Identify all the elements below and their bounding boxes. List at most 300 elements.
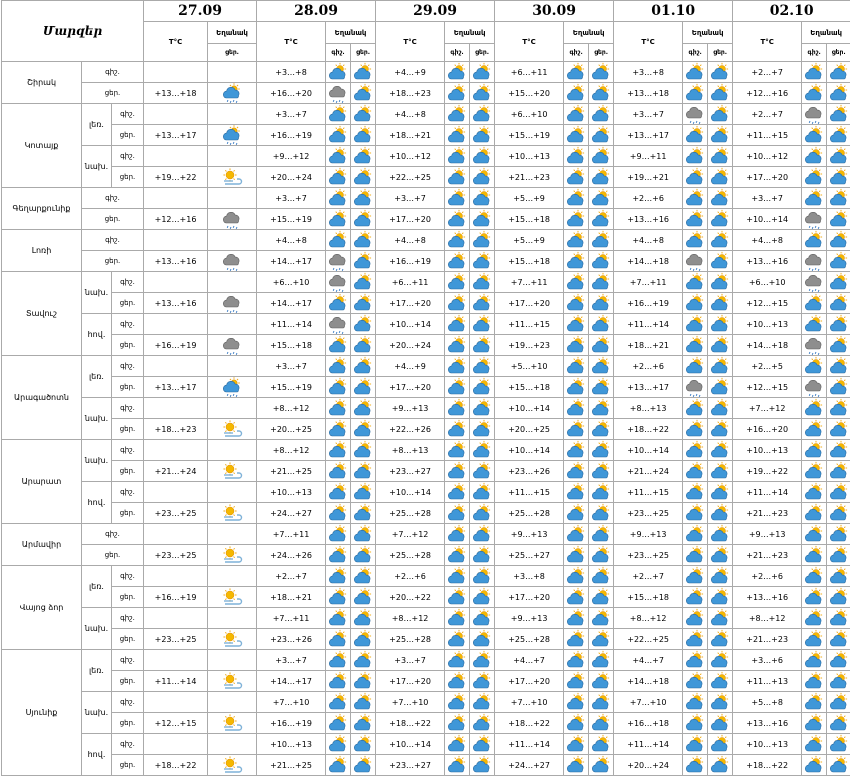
- empty-weather-cell: [208, 650, 257, 671]
- cloud-sun-icon: [445, 125, 470, 146]
- temp-range: +2…+6: [376, 566, 445, 587]
- cloud-sun-icon: [470, 650, 495, 671]
- empty-weather-cell: [208, 272, 257, 293]
- temp-range: +3…+6: [733, 650, 802, 671]
- region-name: Գեղարքունիք: [2, 188, 82, 230]
- temp-range: +19…+22: [733, 461, 802, 482]
- temp-range: +15…+19: [495, 125, 564, 146]
- temp-range: +22…+25: [614, 629, 683, 650]
- cloud-sun-icon: [564, 125, 589, 146]
- temp-range: +5…+9: [495, 230, 564, 251]
- cloud-sun-icon: [564, 671, 589, 692]
- cloud-sun-icon: [470, 188, 495, 209]
- cloud-sun-icon: [589, 461, 614, 482]
- forecast-row: [2, 587, 850, 608]
- temp-range: +11…+14: [144, 671, 208, 692]
- cloud-sun-icon: [589, 293, 614, 314]
- cloud-sun-icon: [326, 692, 351, 713]
- cloud-sun-icon: [802, 146, 827, 167]
- temp-range: +2…+7: [614, 566, 683, 587]
- cloud-sun-icon: [470, 251, 495, 272]
- temp-range: +10…+12: [376, 146, 445, 167]
- cloud-sun-icon: [683, 398, 708, 419]
- cloud-sun-icon: [351, 356, 376, 377]
- cloud-sun-icon: [683, 671, 708, 692]
- cloud-sun-icon: [470, 83, 495, 104]
- temp-range: +18…+22: [144, 755, 208, 776]
- cloud-sun-icon: [445, 104, 470, 125]
- temp-range: +15…+18: [495, 209, 564, 230]
- temp-range: +8…+13: [614, 398, 683, 419]
- cloud-sun-icon: [683, 83, 708, 104]
- time-of-day: ցեր.: [112, 167, 144, 188]
- rain-icon: [683, 251, 708, 272]
- cloud-sun-icon: [445, 209, 470, 230]
- cloud-sun-icon: [445, 62, 470, 83]
- cloud-sun-icon: [445, 713, 470, 734]
- temp-range: +15…+18: [257, 335, 326, 356]
- cloud-sun-icon: [708, 545, 733, 566]
- empty-weather-cell: [208, 608, 257, 629]
- cloud-sun-icon: [564, 167, 589, 188]
- cloud-sun-icon: [827, 377, 850, 398]
- cloud-sun-icon: [564, 83, 589, 104]
- temp-range: +10…+13: [733, 440, 802, 461]
- cloud-sun-icon: [470, 146, 495, 167]
- cloud-sun-icon: [802, 62, 827, 83]
- temp-range: +21…+25: [257, 755, 326, 776]
- time-of-day: գիշ.: [82, 62, 144, 83]
- cloud-sun-icon: [470, 503, 495, 524]
- temp-range: +8…+12: [257, 398, 326, 419]
- cloud-sun-icon: [802, 566, 827, 587]
- cloud-sun-icon: [470, 608, 495, 629]
- cloud-sun-icon: [827, 545, 850, 566]
- temp-range: +18…+22: [733, 755, 802, 776]
- cloud-sun-icon: [445, 650, 470, 671]
- cloud-sun-icon: [802, 587, 827, 608]
- sun-cloud-icon: [208, 545, 257, 566]
- cloud-sun-icon: [683, 125, 708, 146]
- cloud-sun-icon: [445, 524, 470, 545]
- day-subheader: ցեր.: [589, 44, 614, 62]
- temp-range: +23…+27: [376, 755, 445, 776]
- cloud-sun-icon: [802, 608, 827, 629]
- day-subheader: ցեր.: [208, 44, 257, 62]
- cloud-sun-icon: [802, 167, 827, 188]
- cloud-sun-icon: [589, 377, 614, 398]
- cloud-sun-icon: [802, 461, 827, 482]
- cloud-sun-icon: [564, 62, 589, 83]
- cloud-sun-icon: [564, 713, 589, 734]
- temp-range: +11…+14: [257, 314, 326, 335]
- temp-range: +8…+12: [257, 440, 326, 461]
- temp-range: +4…+9: [376, 356, 445, 377]
- empty-weather-cell: [208, 692, 257, 713]
- sun-cloud-icon: [208, 419, 257, 440]
- rain-icon: [326, 272, 351, 293]
- temp-range: +11…+14: [495, 734, 564, 755]
- time-of-day: ցեր.: [112, 293, 144, 314]
- date-header: 01.10: [614, 1, 733, 22]
- date-header: 29.09: [376, 1, 495, 22]
- temp-range: +7…+11: [495, 272, 564, 293]
- cloud-sun-icon: [802, 629, 827, 650]
- cloud-sun-icon: [326, 167, 351, 188]
- weather-header: Եղանակ: [326, 22, 376, 44]
- temp-range: +12…+15: [733, 377, 802, 398]
- cloud-sun-icon: [445, 398, 470, 419]
- temp-range: +10…+14: [733, 209, 802, 230]
- forecast-row: [2, 566, 850, 587]
- altitude-zone: լեռ.: [82, 650, 112, 692]
- cloud-sun-icon: [589, 419, 614, 440]
- cloud-sun-icon: [683, 545, 708, 566]
- cloud-sun-icon: [589, 356, 614, 377]
- region-name: Սյունիք: [2, 650, 82, 776]
- cloud-sun-icon: [827, 650, 850, 671]
- cloud-sun-icon: [708, 566, 733, 587]
- altitude-zone: նախ.: [82, 272, 112, 314]
- temp-range: +3…+8: [495, 566, 564, 587]
- cloud-sun-icon: [470, 524, 495, 545]
- time-of-day: գիշ.: [112, 398, 144, 419]
- cloud-sun-icon: [708, 293, 733, 314]
- temp-header: T°C: [495, 22, 564, 62]
- cloud-sun-icon: [683, 209, 708, 230]
- forecast-row: [2, 167, 850, 188]
- cloud-sun-icon: [326, 629, 351, 650]
- cloud-sun-icon: [802, 440, 827, 461]
- cloud-sun-icon: [589, 188, 614, 209]
- temp-range: +13…+16: [733, 587, 802, 608]
- temp-range: +10…+12: [733, 146, 802, 167]
- sun-cloud-icon: [208, 461, 257, 482]
- cloud-sun-icon: [470, 755, 495, 776]
- cloud-sun-icon: [351, 524, 376, 545]
- cloud-sun-icon: [708, 734, 733, 755]
- cloud-sun-icon: [564, 587, 589, 608]
- temp-range: [144, 482, 208, 503]
- cloud-sun-icon: [827, 398, 850, 419]
- temp-range: +14…+17: [257, 671, 326, 692]
- time-of-day: գիշ.: [82, 230, 144, 251]
- cloud-sun-icon: [564, 755, 589, 776]
- time-of-day: ցեր.: [112, 503, 144, 524]
- cloud-sun-icon: [470, 104, 495, 125]
- cloud-sun-icon: [708, 146, 733, 167]
- cloud-sun-icon: [445, 608, 470, 629]
- cloud-sun-icon: [470, 167, 495, 188]
- cloud-sun-icon: [827, 125, 850, 146]
- cloud-sun-icon: [683, 419, 708, 440]
- cloud-sun-icon: [326, 62, 351, 83]
- temp-range: +7…+12: [733, 398, 802, 419]
- cloud-sun-icon: [351, 314, 376, 335]
- cloud-sun-icon: [589, 167, 614, 188]
- forecast-row: [2, 146, 850, 167]
- cloud-sun-icon: [564, 461, 589, 482]
- cloud-sun-icon: [802, 692, 827, 713]
- cloud-sun-icon: [326, 482, 351, 503]
- altitude-zone: նախ.: [82, 398, 112, 440]
- cloud-sun-icon: [445, 587, 470, 608]
- cloud-sun-icon: [351, 125, 376, 146]
- cloud-sun-rain-icon: [208, 125, 257, 146]
- time-of-day: ցեր.: [112, 629, 144, 650]
- cloud-sun-icon: [326, 587, 351, 608]
- cloud-sun-icon: [708, 230, 733, 251]
- temp-range: +18…+23: [376, 83, 445, 104]
- temp-range: +7…+11: [614, 272, 683, 293]
- rain-icon: [802, 272, 827, 293]
- temp-range: +11…+14: [614, 314, 683, 335]
- temp-range: +21…+24: [614, 461, 683, 482]
- forecast-row: [2, 524, 850, 545]
- time-of-day: գիշ.: [112, 734, 144, 755]
- temp-range: +18…+22: [495, 713, 564, 734]
- cloud-sun-icon: [683, 692, 708, 713]
- forecast-row: [2, 545, 850, 566]
- cloud-sun-icon: [326, 293, 351, 314]
- temp-range: +17…+20: [376, 377, 445, 398]
- cloud-sun-icon: [589, 482, 614, 503]
- sun-cloud-icon: [208, 713, 257, 734]
- cloud-sun-icon: [589, 503, 614, 524]
- cloud-sun-icon: [827, 713, 850, 734]
- cloud-sun-icon: [564, 398, 589, 419]
- cloud-sun-icon: [470, 440, 495, 461]
- cloud-sun-icon: [827, 671, 850, 692]
- temp-range: +7…+10: [495, 692, 564, 713]
- temp-range: +2…+7: [257, 566, 326, 587]
- temp-range: +9…+13: [495, 524, 564, 545]
- temp-range: +25…+28: [495, 629, 564, 650]
- temp-range: +23…+26: [495, 461, 564, 482]
- empty-weather-cell: [208, 440, 257, 461]
- cloud-sun-icon: [470, 461, 495, 482]
- cloud-sun-icon: [683, 587, 708, 608]
- region-name: Տավուշ: [2, 272, 82, 356]
- time-of-day: ցեր.: [112, 713, 144, 734]
- cloud-sun-icon: [351, 209, 376, 230]
- cloud-sun-icon: [708, 524, 733, 545]
- forecast-row: [2, 62, 850, 83]
- cloud-sun-icon: [802, 503, 827, 524]
- temp-range: +20…+24: [376, 335, 445, 356]
- cloud-sun-icon: [351, 62, 376, 83]
- region-name: Վայոց ձոր: [2, 566, 82, 650]
- cloud-sun-icon: [589, 692, 614, 713]
- region-name: Կոտայք: [2, 104, 82, 188]
- cloud-sun-icon: [564, 188, 589, 209]
- temp-range: +21…+24: [144, 461, 208, 482]
- cloud-sun-icon: [326, 671, 351, 692]
- cloud-sun-icon: [445, 251, 470, 272]
- cloud-sun-icon: [445, 335, 470, 356]
- date-header: 02.10: [733, 1, 850, 22]
- forecast-row: [2, 125, 850, 146]
- cloud-sun-icon: [445, 503, 470, 524]
- cloud-sun-icon: [708, 377, 733, 398]
- cloud-sun-icon: [326, 713, 351, 734]
- cloud-sun-icon: [827, 104, 850, 125]
- temp-range: +4…+7: [614, 650, 683, 671]
- cloud-sun-icon: [326, 503, 351, 524]
- time-of-day: ցեր.: [82, 545, 144, 566]
- time-of-day: գիշ.: [112, 692, 144, 713]
- cloud-sun-icon: [470, 398, 495, 419]
- sun-cloud-icon: [208, 503, 257, 524]
- cloud-sun-icon: [445, 545, 470, 566]
- temp-range: +18…+21: [376, 125, 445, 146]
- cloud-sun-icon: [589, 650, 614, 671]
- cloud-sun-icon: [351, 272, 376, 293]
- temp-range: +16…+19: [257, 125, 326, 146]
- cloud-sun-icon: [708, 83, 733, 104]
- cloud-sun-icon: [470, 314, 495, 335]
- weather-header: Եղանակ: [564, 22, 614, 44]
- altitude-zone: նախ.: [82, 146, 112, 188]
- temp-range: +19…+22: [144, 167, 208, 188]
- cloud-sun-icon: [802, 188, 827, 209]
- temp-range: +6…+10: [495, 104, 564, 125]
- cloud-sun-icon: [470, 230, 495, 251]
- forecast-row: [2, 629, 850, 650]
- temp-range: +3…+7: [257, 188, 326, 209]
- cloud-sun-icon: [802, 419, 827, 440]
- empty-weather-cell: [208, 188, 257, 209]
- cloud-sun-icon: [708, 167, 733, 188]
- cloud-sun-icon: [564, 566, 589, 587]
- cloud-sun-icon: [326, 461, 351, 482]
- time-of-day: ցեր.: [112, 125, 144, 146]
- temp-range: +24…+27: [495, 755, 564, 776]
- sun-cloud-icon: [208, 167, 257, 188]
- cloud-sun-icon: [827, 356, 850, 377]
- time-of-day: ցեր.: [82, 83, 144, 104]
- forecast-row: [2, 83, 850, 104]
- cloud-sun-icon: [802, 713, 827, 734]
- cloud-sun-icon: [589, 629, 614, 650]
- cloud-sun-icon: [708, 188, 733, 209]
- cloud-sun-icon: [683, 608, 708, 629]
- region-name: Արարատ: [2, 440, 82, 524]
- temp-range: +19…+23: [495, 335, 564, 356]
- cloud-sun-icon: [589, 440, 614, 461]
- cloud-sun-icon: [802, 650, 827, 671]
- temp-range: [144, 104, 208, 125]
- temp-range: +9…+13: [733, 524, 802, 545]
- cloud-sun-icon: [827, 440, 850, 461]
- forecast-row: [2, 209, 850, 230]
- cloud-sun-icon: [326, 398, 351, 419]
- time-of-day: գիշ.: [112, 356, 144, 377]
- cloud-sun-icon: [445, 314, 470, 335]
- rain-icon: [326, 314, 351, 335]
- temp-range: [144, 314, 208, 335]
- cloud-sun-icon: [683, 629, 708, 650]
- temp-range: +18…+22: [376, 713, 445, 734]
- sun-cloud-icon: [208, 671, 257, 692]
- temp-range: [144, 566, 208, 587]
- cloud-sun-icon: [708, 251, 733, 272]
- cloud-sun-icon: [564, 650, 589, 671]
- cloud-sun-icon: [827, 230, 850, 251]
- cloud-sun-icon: [708, 587, 733, 608]
- cloud-sun-icon: [802, 671, 827, 692]
- cloud-sun-icon: [827, 83, 850, 104]
- forecast-row: [2, 398, 850, 419]
- time-of-day: գիշ.: [112, 650, 144, 671]
- cloud-sun-rain-icon: [208, 83, 257, 104]
- cloud-sun-icon: [326, 545, 351, 566]
- forecast-row: [2, 104, 850, 125]
- cloud-sun-icon: [326, 524, 351, 545]
- temp-range: +12…+16: [144, 209, 208, 230]
- cloud-sun-icon: [589, 272, 614, 293]
- cloud-sun-icon: [326, 356, 351, 377]
- cloud-sun-icon: [564, 272, 589, 293]
- cloud-sun-icon: [802, 755, 827, 776]
- temp-range: +2…+6: [733, 566, 802, 587]
- cloud-sun-icon: [683, 461, 708, 482]
- sun-cloud-icon: [208, 629, 257, 650]
- cloud-sun-icon: [564, 251, 589, 272]
- cloud-sun-icon: [827, 167, 850, 188]
- cloud-sun-icon: [708, 314, 733, 335]
- night-subheader: գիշ.: [683, 44, 708, 62]
- region-name: Արագածոտն: [2, 356, 82, 440]
- cloud-sun-icon: [802, 293, 827, 314]
- rain-icon: [208, 335, 257, 356]
- empty-weather-cell: [208, 62, 257, 83]
- time-of-day: ցեր.: [82, 209, 144, 230]
- temp-range: +16…+19: [144, 587, 208, 608]
- cloud-sun-icon: [589, 83, 614, 104]
- temp-range: +3…+7: [376, 650, 445, 671]
- empty-weather-cell: [208, 356, 257, 377]
- time-of-day: գիշ.: [112, 104, 144, 125]
- temp-range: +10…+14: [376, 734, 445, 755]
- temp-range: +3…+7: [733, 188, 802, 209]
- cloud-sun-icon: [708, 671, 733, 692]
- cloud-sun-icon: [827, 587, 850, 608]
- time-of-day: ցեր.: [112, 461, 144, 482]
- cloud-sun-icon: [827, 272, 850, 293]
- cloud-sun-icon: [802, 83, 827, 104]
- cloud-sun-icon: [683, 188, 708, 209]
- cloud-sun-icon: [326, 440, 351, 461]
- temp-range: +25…+27: [495, 545, 564, 566]
- cloud-sun-icon: [470, 566, 495, 587]
- cloud-sun-icon: [683, 356, 708, 377]
- cloud-sun-icon: [683, 335, 708, 356]
- cloud-sun-icon: [683, 734, 708, 755]
- night-subheader: գիշ.: [802, 44, 827, 62]
- temp-range: +18…+21: [257, 587, 326, 608]
- rain-icon: [802, 335, 827, 356]
- weather-header: Եղանակ: [683, 22, 733, 44]
- temp-range: +2…+6: [614, 356, 683, 377]
- cloud-sun-icon: [470, 293, 495, 314]
- cloud-sun-icon: [589, 335, 614, 356]
- temp-range: +13…+16: [733, 713, 802, 734]
- cloud-sun-icon: [802, 125, 827, 146]
- cloud-sun-icon: [470, 587, 495, 608]
- empty-weather-cell: [208, 524, 257, 545]
- temp-range: +13…+16: [614, 209, 683, 230]
